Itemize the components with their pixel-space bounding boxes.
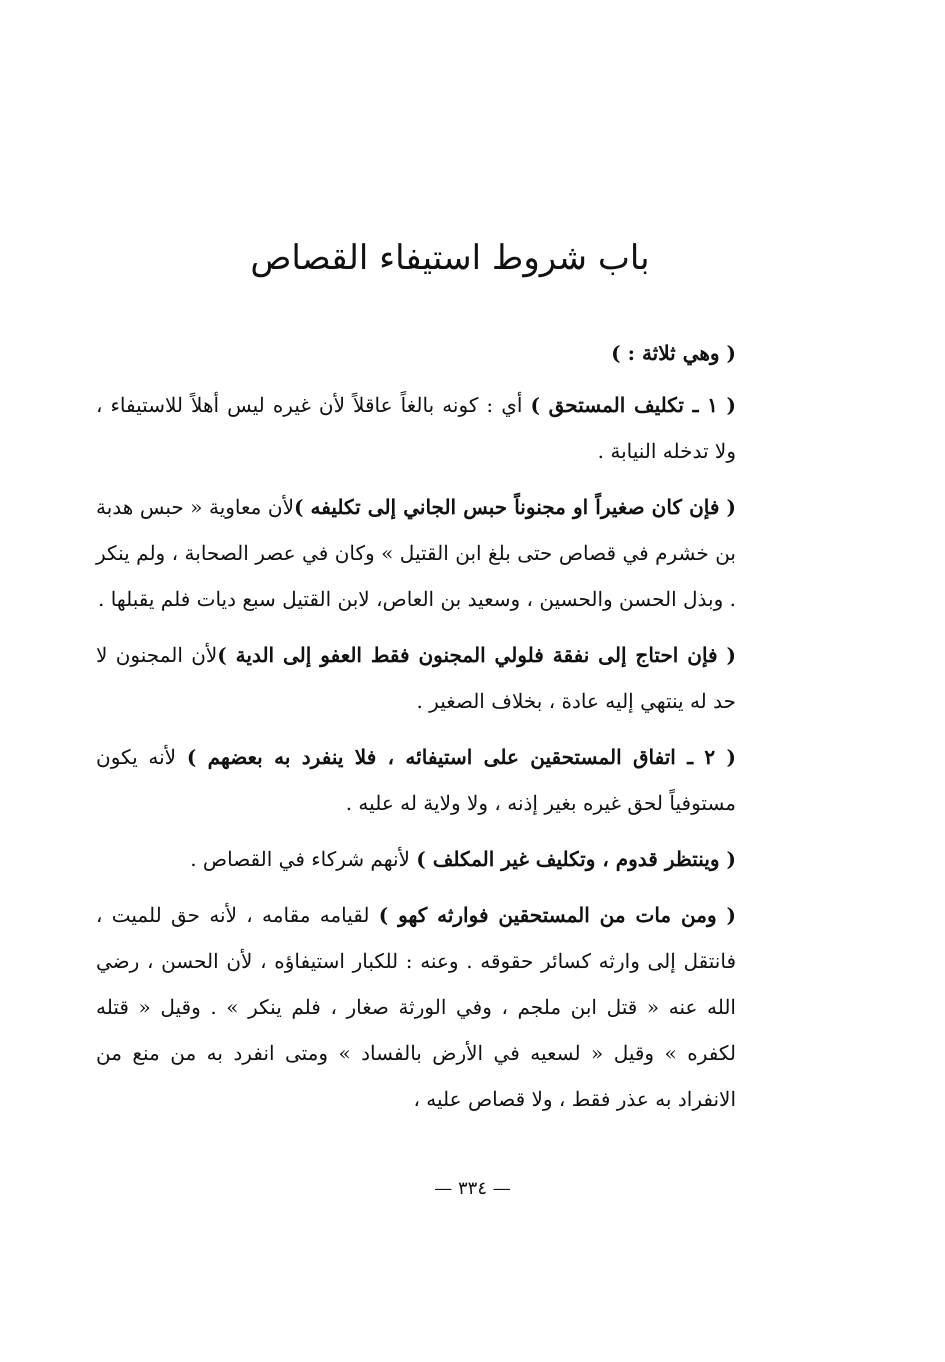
body-text [96,330,736,1132]
bold-phrase: ( ٢ ـ اتفاق المستحقين على استيفائه ، فلا ينفرد به بعضهم ) [186,745,736,769]
bold-phrase: ( فإن احتاج إلى نفقة فلولي المجنون فقط العفو إلى الدية ) [217,643,736,667]
page-number: — ٣٣٤ — [434,1178,511,1199]
paragraph [96,734,736,826]
paragraph [96,330,736,376]
paragraph-text: لأنه يكون مستوفياً لحق غيره بغير إذنه ، ولا ولاية له عليه . [96,745,736,815]
paragraph [96,632,736,724]
paragraph-text: أي : كونه بالغاً عاقلاً لأن غيره ليس أهلاً للاستيفاء ، ولا تدخله النيابة . [96,393,736,463]
bold-phrase: ( فإن كان صغيراً او مجنوناً حبس الجاني إلى تكليفه ) [293,495,736,519]
paragraph [96,382,736,474]
paragraph [96,484,736,622]
bold-phrase: ( وينتظر قدوم ، وتكليف غير المكلف ) [416,847,736,871]
paragraph-text: لأن المجنون لا حد له ينتهي إليه عادة ، بخلاف الصغير . [96,643,736,713]
bold-phrase: ( ومن مات من المستحقين فوارثه كهو ) [378,903,736,927]
bold-phrase: ( وهي ثلاثة : ) [611,341,736,365]
chapter-title: باب شروط استيفاء القصاص [250,238,650,278]
paragraph [96,836,736,882]
paragraph-text: لأن معاوية « حبس هدبة بن خشرم في قصاص حتى بلغ ابن القتيل » وكان في عصر الصحابة ، ولم ينكر . وبذل الحسن والحسين ، وسعيد بن العاص، لابن القتيل سبع ديات فلم يقبلها . [96,495,736,611]
paragraph-text: لأنهم شركاء في القصاص . [190,847,417,871]
bold-phrase: ( ١ ـ تكليف المستحق ) [530,393,736,417]
paragraph-text: لقيامه مقامه ، لأنه حق للميت ، فانتقل إلى وارثه كسائر حقوقه . وعنه : للكبار استيفاؤه ، لأن الحسن ، رضي الله عنه « قتل ابن ملجم ، وفي الورثة صغار ، فلم ينكر » . وقيل « قتله لكفره » وقيل « لسعيه في الأرض بالفساد » ومتى انفرد به من منع من الانفراد به عذر فقط ، ولا قصاص عليه ، [96,903,736,1111]
paragraph [96,892,736,1122]
